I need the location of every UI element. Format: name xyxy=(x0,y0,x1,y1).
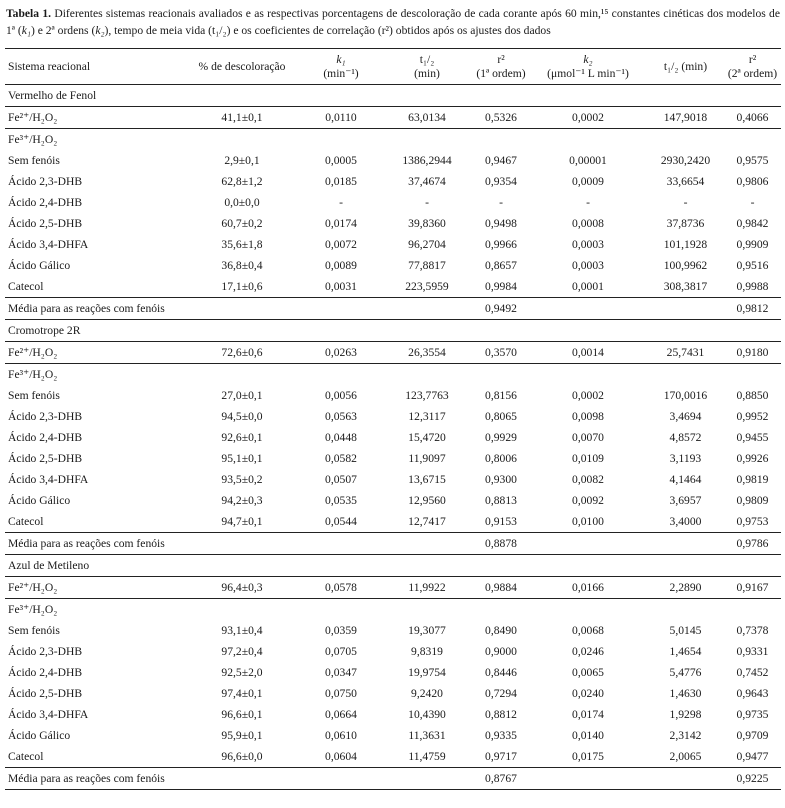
table-row xyxy=(5,150,781,171)
column-header xyxy=(5,49,183,85)
row-label: Ácido 2,3-DHB xyxy=(8,410,83,423)
table-row xyxy=(5,342,781,364)
table-row xyxy=(5,171,781,192)
cell-value: 1,9298 xyxy=(669,708,702,721)
cell-value: 93,1±0,4 xyxy=(221,624,263,637)
column-header-line1: k₂ xyxy=(583,53,593,66)
cell-value: 0,9988 xyxy=(724,276,781,298)
cell-value: 94,7±0,1 xyxy=(183,511,301,533)
column-header-line2: (1ª ordem) xyxy=(476,67,526,80)
table-row xyxy=(5,255,781,276)
cell-value: 223,5959 xyxy=(381,276,473,298)
cell-value: 0,0664 xyxy=(325,708,357,721)
table-row xyxy=(5,662,781,683)
cell-value xyxy=(529,599,647,621)
row-label: Ácido 3,4-DHFA xyxy=(8,238,89,251)
cell-value: 0,9909 xyxy=(736,238,769,251)
cell-value: 0,9643 xyxy=(736,687,769,700)
cell-value: 96,4±0,3 xyxy=(183,577,301,599)
cell-value: 0,8850 xyxy=(736,389,769,402)
cell-value xyxy=(301,364,381,386)
column-header-line1: k₁ xyxy=(336,53,346,66)
summary-r2-first-order: 0,8878 xyxy=(473,533,529,555)
table-row xyxy=(5,276,781,298)
cell-value: 0,8006 xyxy=(485,452,517,465)
summary-row xyxy=(5,533,781,555)
caption-segment: Diferentes sistemas reacionais avaliados e as respectivas porcentagens de descoloração de cada corante após 60 min,¹⁵ constantes cinéticas dos modelos de 1ª ( xyxy=(6,7,780,37)
cell-value: 0,0140 xyxy=(572,729,604,742)
cell-value: 19,3077 xyxy=(408,624,446,637)
cell-value: 93,5±0,2 xyxy=(221,473,263,486)
table-row xyxy=(5,213,781,234)
cell-value xyxy=(529,364,647,386)
cell-value: 60,7±0,2 xyxy=(221,217,263,230)
row-label: Ácido 2,3-DHB xyxy=(8,175,83,188)
summary-r2-first-order: 0,9492 xyxy=(473,298,529,320)
table-row xyxy=(5,490,781,511)
table-row xyxy=(5,577,781,599)
cell-value: 308,3817 xyxy=(647,276,724,298)
cell-value: 33,6654 xyxy=(666,175,705,188)
cell-value: 9,2420 xyxy=(411,687,443,700)
section-title-row xyxy=(5,555,781,577)
cell-value: 0,9717 xyxy=(473,746,529,768)
table-caption-label: Tabela 1. xyxy=(6,7,52,20)
cell-value: 0,9167 xyxy=(724,577,781,599)
cell-value: 13,6715 xyxy=(408,473,446,486)
cell-value: 0,9335 xyxy=(485,729,517,742)
cell-value: 0,0002 xyxy=(572,389,604,402)
cell-value: 11,3631 xyxy=(408,729,446,742)
caption-variable: k₁ xyxy=(21,23,31,37)
cell-value: 0,9516 xyxy=(736,259,769,272)
cell-value: 15,4720 xyxy=(408,431,446,444)
cell-value: 0,0003 xyxy=(572,259,604,272)
cell-value: 147,9018 xyxy=(647,107,724,129)
cell-value: 9,8319 xyxy=(411,645,443,658)
table-header xyxy=(5,49,781,85)
column-header-line1: % de descoloração xyxy=(198,60,286,73)
cell-value: 0,0563 xyxy=(325,410,357,423)
table-row xyxy=(5,746,781,768)
cell-value: 0,4066 xyxy=(724,107,781,129)
cell-value xyxy=(183,599,301,621)
cell-value: 0,0065 xyxy=(572,666,604,679)
cell-value: 0,5326 xyxy=(473,107,529,129)
section-title-row xyxy=(5,320,781,342)
row-label: Ácido 2,5-DHB xyxy=(8,452,83,465)
table-row xyxy=(5,406,781,427)
summary-gap xyxy=(529,298,724,320)
cell-value: 0,9709 xyxy=(736,729,769,742)
cell-value: 11,9922 xyxy=(381,577,473,599)
cell-value: 12,7417 xyxy=(381,511,473,533)
cell-value: 39,8360 xyxy=(408,217,446,230)
cell-value: 0,9984 xyxy=(473,276,529,298)
table-row xyxy=(5,599,781,621)
cell-value: 0,0100 xyxy=(529,511,647,533)
cell-value: 2930,2420 xyxy=(660,154,711,167)
row-label: Ácido Gálico xyxy=(8,259,71,272)
cell-value xyxy=(183,129,301,151)
cell-value: 11,9097 xyxy=(408,452,446,465)
caption-segment: ), tempo de meia vida (t₁/₂) e os coeficientes de correlação (r²) obtidos após os ajustes dos dados xyxy=(104,23,551,37)
table-row xyxy=(5,234,781,255)
cell-value: 95,9±0,1 xyxy=(221,729,263,742)
cell-value xyxy=(473,129,529,151)
cell-value xyxy=(183,364,301,386)
cell-value: 36,8±0,4 xyxy=(221,259,263,272)
row-label: Ácido 2,5-DHB xyxy=(8,217,83,230)
cell-value: - xyxy=(586,196,590,209)
cell-value: 63,0134 xyxy=(381,107,473,129)
summary-r2-second-order: 0,9786 xyxy=(724,533,781,555)
row-label: Catecol xyxy=(5,276,183,298)
cell-value: - xyxy=(683,196,688,209)
table-row xyxy=(5,683,781,704)
column-header xyxy=(381,49,473,85)
cell-value: 12,3117 xyxy=(408,410,446,423)
cell-value: 0,0070 xyxy=(572,431,604,444)
cell-value: 0,8446 xyxy=(485,666,517,679)
column-header-line2: (min) xyxy=(414,67,440,80)
cell-value xyxy=(724,129,781,151)
cell-value: 0,9300 xyxy=(485,473,517,486)
row-label: Ácido 2,4-DHB xyxy=(8,196,83,209)
cell-value: 0,9000 xyxy=(485,645,517,658)
cell-value: 0,9842 xyxy=(736,217,769,230)
section-title: Azul de Metileno xyxy=(5,555,781,577)
cell-value xyxy=(473,599,529,621)
cell-value: 11,4759 xyxy=(381,746,473,768)
cell-value: 0,0263 xyxy=(301,342,381,364)
cell-value: 72,6±0,6 xyxy=(183,342,301,364)
cell-value: 0,9819 xyxy=(736,473,769,486)
cell-value: 62,8±1,2 xyxy=(221,175,263,188)
cell-value: 97,4±0,1 xyxy=(221,687,263,700)
cell-value xyxy=(381,364,473,386)
cell-value xyxy=(301,129,381,151)
cell-value: 0,0240 xyxy=(572,687,604,700)
cell-value xyxy=(724,364,781,386)
cell-value: 0,9966 xyxy=(485,238,517,251)
cell-value: 0,0089 xyxy=(325,259,357,272)
cell-value: 0,7378 xyxy=(736,624,769,637)
cell-value: 0,0098 xyxy=(572,410,604,423)
cell-value: 3,4000 xyxy=(647,511,724,533)
cell-value: 0,0604 xyxy=(301,746,381,768)
cell-value: 17,1±0,6 xyxy=(183,276,301,298)
summary-r2-second-order: 0,9225 xyxy=(724,768,781,790)
summary-gap xyxy=(529,768,724,790)
section-title-row xyxy=(5,85,781,107)
row-label: Fe²⁺/H₂O₂ xyxy=(5,577,183,599)
cell-value: 0,0014 xyxy=(529,342,647,364)
cell-value: - xyxy=(750,196,755,209)
cell-value: 0,0002 xyxy=(529,107,647,129)
cell-value: 0,0072 xyxy=(325,238,357,251)
cell-value: 96,6±0,0 xyxy=(183,746,301,768)
cell-value xyxy=(473,364,529,386)
cell-value: 0,0056 xyxy=(325,389,357,402)
cell-value xyxy=(647,129,724,151)
cell-value: 0,0110 xyxy=(301,107,381,129)
row-label: Ácido 3,4-DHFA xyxy=(8,708,89,721)
row-label: Sem fenóis xyxy=(8,389,60,402)
cell-value: 0,0185 xyxy=(325,175,357,188)
table-row xyxy=(5,427,781,448)
cell-value: 2,9±0,1 xyxy=(224,154,260,167)
cell-value: 0,9884 xyxy=(473,577,529,599)
cell-value: 0,9331 xyxy=(736,645,769,658)
summary-label: Média para as reações com fenóis xyxy=(5,533,473,555)
table-row xyxy=(5,107,781,129)
cell-value: 0,0166 xyxy=(529,577,647,599)
row-label: Fe³⁺/H₂O₂ xyxy=(8,603,58,616)
cell-value: 0,9926 xyxy=(736,452,769,465)
cell-value: 0,8813 xyxy=(485,494,517,507)
row-label: Ácido 2,4-DHB xyxy=(8,666,83,679)
cell-value: 0,0578 xyxy=(301,577,381,599)
cell-value: 101,1928 xyxy=(663,238,708,251)
cell-value xyxy=(647,599,724,621)
column-header-line1: Sistema reacional xyxy=(8,60,91,73)
cell-value: 27,0±0,1 xyxy=(221,389,263,402)
row-label: Sem fenóis xyxy=(8,154,60,167)
cell-value: 0,0610 xyxy=(325,729,357,742)
cell-value: 0,9455 xyxy=(736,431,769,444)
column-header xyxy=(647,49,724,85)
cell-value: 0,0008 xyxy=(572,217,604,230)
cell-value: 0,0507 xyxy=(325,473,357,486)
cell-value: 0,7452 xyxy=(736,666,769,679)
cell-value: 10,4390 xyxy=(408,708,446,721)
column-header-line1: t₁/₂ xyxy=(419,53,435,66)
cell-value: 0,0750 xyxy=(325,687,357,700)
cell-value: - xyxy=(339,196,343,209)
column-header-line1: r² xyxy=(497,53,505,66)
row-label: Ácido Gálico xyxy=(8,729,71,742)
cell-value xyxy=(647,364,724,386)
cell-value: 0,0092 xyxy=(572,494,604,507)
cell-value: 0,0347 xyxy=(325,666,357,679)
row-label: Fe²⁺/H₂O₂ xyxy=(5,107,183,129)
summary-r2-first-order: 0,8767 xyxy=(473,768,529,790)
cell-value: 0,0174 xyxy=(572,708,604,721)
summary-label: Média para as reações com fenóis xyxy=(5,768,473,790)
cell-value: 1,4654 xyxy=(669,645,702,658)
cell-value: 0,9809 xyxy=(736,494,769,507)
table-row xyxy=(5,448,781,469)
table-row xyxy=(5,620,781,641)
column-header xyxy=(183,49,301,85)
cell-value: 0,0582 xyxy=(325,452,357,465)
cell-value: 0,8156 xyxy=(485,389,517,402)
section-title: Vermelho de Fenol xyxy=(5,85,781,107)
cell-value: 0,0175 xyxy=(529,746,647,768)
cell-value: 0,9153 xyxy=(473,511,529,533)
cell-value: 0,0246 xyxy=(572,645,604,658)
cell-value: 0,0082 xyxy=(572,473,604,486)
cell-value: 92,6±0,1 xyxy=(221,431,263,444)
column-header xyxy=(529,49,647,85)
column-header-line2: (2ª ordem) xyxy=(727,67,778,80)
cell-value xyxy=(724,599,781,621)
summary-row xyxy=(5,768,781,790)
cell-value xyxy=(381,599,473,621)
row-label: Catecol xyxy=(5,511,183,533)
table-body xyxy=(5,85,781,790)
cell-value: 77,8817 xyxy=(408,259,446,272)
cell-value: 0,9806 xyxy=(736,175,769,188)
cell-value: 0,9467 xyxy=(485,154,517,167)
cell-value: 0,9929 xyxy=(485,431,517,444)
cell-value: 0,8490 xyxy=(485,624,517,637)
cell-value: 3,1193 xyxy=(669,452,702,465)
table-row xyxy=(5,385,781,406)
caption-segment: ) e 2ª ordens ( xyxy=(30,23,96,37)
cell-value: 92,5±2,0 xyxy=(221,666,263,679)
row-label: Ácido 2,5-DHB xyxy=(8,687,83,700)
column-header xyxy=(301,49,381,85)
row-label: Ácido 2,4-DHB xyxy=(8,431,83,444)
cell-value: 4,1464 xyxy=(669,473,702,486)
summary-label: Média para as reações com fenóis xyxy=(5,298,473,320)
column-header xyxy=(473,49,529,85)
cell-value: 0,8812 xyxy=(485,708,517,721)
table-row xyxy=(5,129,781,151)
row-label: Fe³⁺/H₂O₂ xyxy=(8,133,58,146)
table-row xyxy=(5,704,781,725)
table-row xyxy=(5,469,781,490)
cell-value: 0,0003 xyxy=(572,238,604,251)
cell-value: 37,4674 xyxy=(408,175,446,188)
cell-value: 96,2704 xyxy=(408,238,446,251)
cell-value: - xyxy=(499,196,503,209)
cell-value: 41,1±0,1 xyxy=(183,107,301,129)
cell-value: 0,8065 xyxy=(485,410,517,423)
row-label: Sem fenóis xyxy=(8,624,60,637)
cell-value: 0,9753 xyxy=(724,511,781,533)
cell-value: 0,9180 xyxy=(724,342,781,364)
table-row xyxy=(5,725,781,746)
cell-value: 3,4694 xyxy=(669,410,702,423)
column-header-line1: t₁/₂ (min) xyxy=(663,60,708,73)
cell-value: 4,8572 xyxy=(669,431,702,444)
cell-value: 3,6957 xyxy=(669,494,702,507)
cell-value: 0,3570 xyxy=(473,342,529,364)
cell-value: 0,0009 xyxy=(572,175,604,188)
cell-value: 37,8736 xyxy=(666,217,705,230)
column-header-line2: (min⁻¹) xyxy=(323,67,359,80)
cell-value: 25,7431 xyxy=(647,342,724,364)
cell-value: 0,00001 xyxy=(569,154,607,167)
row-label: Ácido 2,3-DHB xyxy=(8,645,83,658)
cell-value: 0,0005 xyxy=(325,154,357,167)
table-row xyxy=(5,511,781,533)
cell-value xyxy=(301,599,381,621)
column-header-line2: (μmol⁻¹ L min⁻¹) xyxy=(547,67,629,80)
cell-value: 0,0174 xyxy=(325,217,357,230)
summary-row xyxy=(5,298,781,320)
cell-value: 0,0359 xyxy=(325,624,357,637)
cell-value: 2,2890 xyxy=(647,577,724,599)
summary-r2-second-order: 0,9812 xyxy=(724,298,781,320)
cell-value: 0,0001 xyxy=(529,276,647,298)
header-row xyxy=(5,49,781,85)
cell-value: 97,2±0,4 xyxy=(221,645,263,658)
cell-value: 0,9952 xyxy=(736,410,769,423)
summary-gap xyxy=(529,533,724,555)
cell-value: 0,0448 xyxy=(325,431,357,444)
table-row xyxy=(5,192,781,213)
table-caption-text xyxy=(6,7,780,37)
column-header xyxy=(724,49,781,85)
table-row xyxy=(5,641,781,662)
row-label: Catecol xyxy=(5,746,183,768)
row-label: Ácido 3,4-DHFA xyxy=(8,473,89,486)
cell-value: 5,4776 xyxy=(669,666,702,679)
caption-variable: k₂ xyxy=(95,23,105,37)
section-title: Cromotrope 2R xyxy=(5,320,781,342)
cell-value: 0,0535 xyxy=(325,494,357,507)
cell-value: 0,0109 xyxy=(572,452,604,465)
cell-value: - xyxy=(425,196,429,209)
table-caption xyxy=(6,6,780,39)
column-header-line1: r² xyxy=(748,53,757,66)
cell-value: 170,0016 xyxy=(663,389,708,402)
cell-value: 0,0068 xyxy=(572,624,604,637)
cell-value: 95,1±0,1 xyxy=(221,452,263,465)
cell-value: 0,0±0,0 xyxy=(224,196,260,209)
cell-value: 1386,2944 xyxy=(402,154,452,167)
cell-value: 0,9477 xyxy=(724,746,781,768)
row-label: Ácido Gálico xyxy=(8,494,71,507)
cell-value xyxy=(529,129,647,151)
cell-value: 2,0065 xyxy=(647,746,724,768)
cell-value: 0,7294 xyxy=(485,687,517,700)
cell-value: 12,9560 xyxy=(408,494,446,507)
cell-value: 0,8657 xyxy=(485,259,517,272)
cell-value: 100,9962 xyxy=(663,259,708,272)
cell-value: 0,9735 xyxy=(736,708,769,721)
cell-value: 96,6±0,1 xyxy=(221,708,263,721)
cell-value: 2,3142 xyxy=(669,729,702,742)
cell-value: 19,9754 xyxy=(408,666,446,679)
cell-value: 0,0031 xyxy=(301,276,381,298)
cell-value: 0,9354 xyxy=(485,175,517,188)
results-table xyxy=(5,48,781,790)
cell-value: 35,6±1,8 xyxy=(221,238,263,251)
row-label: Fe³⁺/H₂O₂ xyxy=(8,368,58,381)
cell-value: 123,7763 xyxy=(405,389,449,402)
cell-value: 26,3554 xyxy=(381,342,473,364)
cell-value: 94,5±0,0 xyxy=(221,410,263,423)
cell-value: 0,9498 xyxy=(485,217,517,230)
cell-value: 0,9575 xyxy=(736,154,769,167)
cell-value: 0,0544 xyxy=(301,511,381,533)
cell-value: 5,0145 xyxy=(669,624,702,637)
cell-value xyxy=(381,129,473,151)
table-row xyxy=(5,364,781,386)
row-label: Fe²⁺/H₂O₂ xyxy=(5,342,183,364)
cell-value: 0,0705 xyxy=(325,645,357,658)
cell-value: 1,4630 xyxy=(669,687,702,700)
cell-value: 94,2±0,3 xyxy=(221,494,263,507)
